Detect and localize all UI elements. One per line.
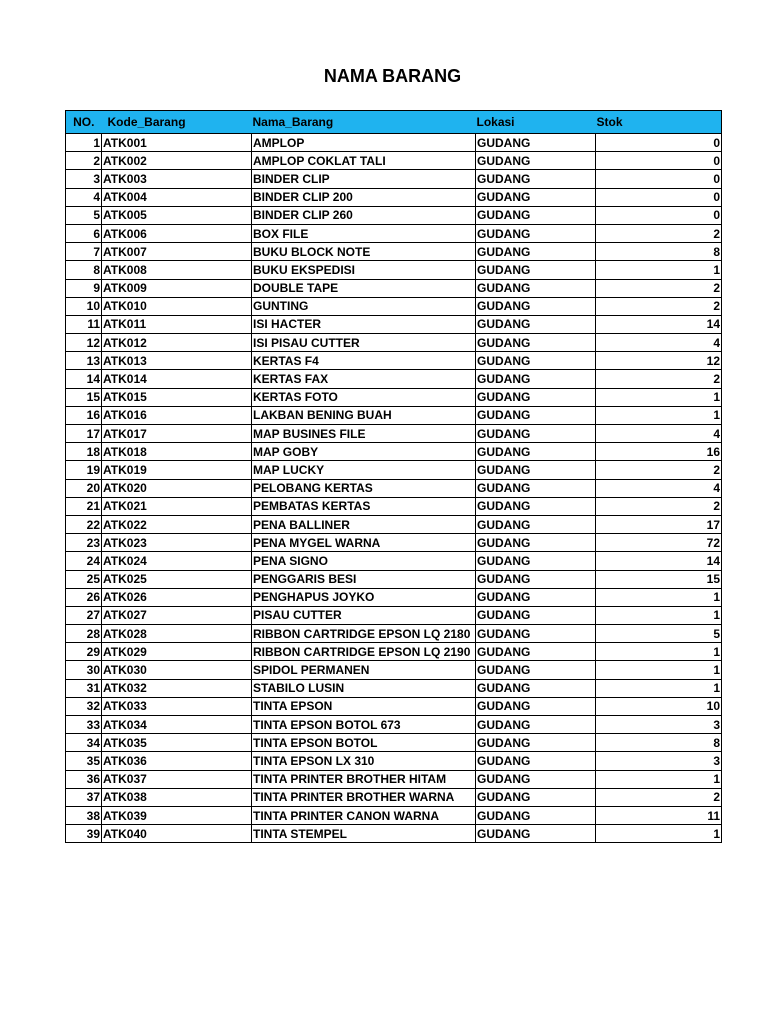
cell-lokasi: GUDANG — [476, 224, 596, 242]
cell-stok: 14 — [596, 315, 722, 333]
cell-stok: 2 — [596, 224, 722, 242]
cell-nama-barang: STABILO LUSIN — [252, 679, 476, 697]
cell-stok: 0 — [596, 170, 722, 188]
cell-kode-barang: ATK003 — [102, 170, 252, 188]
cell-lokasi: GUDANG — [476, 697, 596, 715]
cell-stok: 4 — [596, 425, 722, 443]
cell-kode-barang: ATK006 — [102, 224, 252, 242]
table-row — [66, 770, 722, 788]
cell-lokasi: GUDANG — [476, 297, 596, 315]
cell-nama-barang: BUKU BLOCK NOTE — [252, 243, 476, 261]
cell-stok: 17 — [596, 515, 722, 533]
cell-no: 21 — [66, 497, 102, 515]
cell-kode-barang: ATK010 — [102, 297, 252, 315]
table-row — [66, 425, 722, 443]
cell-nama-barang: PISAU CUTTER — [252, 606, 476, 624]
cell-nama-barang: AMPLOP COKLAT TALI — [252, 152, 476, 170]
cell-nama-barang: PENGHAPUS JOYKO — [252, 588, 476, 606]
table-row — [66, 788, 722, 806]
cell-kode-barang: ATK023 — [102, 534, 252, 552]
cell-kode-barang: ATK027 — [102, 606, 252, 624]
cell-lokasi: GUDANG — [476, 243, 596, 261]
cell-nama-barang: PENA SIGNO — [252, 552, 476, 570]
cell-nama-barang: PENA MYGEL WARNA — [252, 534, 476, 552]
cell-stok: 1 — [596, 606, 722, 624]
cell-stok: 72 — [596, 534, 722, 552]
cell-nama-barang: RIBBON CARTRIDGE EPSON LQ 2190 — [252, 643, 476, 661]
cell-nama-barang: TINTA EPSON BOTOL 673 — [252, 716, 476, 734]
cell-nama-barang: TINTA EPSON BOTOL — [252, 734, 476, 752]
table-row — [66, 697, 722, 715]
cell-lokasi: GUDANG — [476, 152, 596, 170]
cell-stok: 2 — [596, 788, 722, 806]
cell-nama-barang: GUNTING — [252, 297, 476, 315]
cell-stok: 2 — [596, 297, 722, 315]
table-row — [66, 588, 722, 606]
cell-nama-barang: PEMBATAS KERTAS — [252, 497, 476, 515]
cell-no: 10 — [66, 297, 102, 315]
cell-lokasi: GUDANG — [476, 315, 596, 333]
cell-nama-barang: BOX FILE — [252, 224, 476, 242]
cell-kode-barang: ATK014 — [102, 370, 252, 388]
cell-nama-barang: TINTA STEMPEL — [252, 825, 476, 843]
cell-kode-barang: ATK008 — [102, 261, 252, 279]
table-row — [66, 534, 722, 552]
cell-no: 26 — [66, 588, 102, 606]
cell-stok: 0 — [596, 188, 722, 206]
cell-no: 39 — [66, 825, 102, 843]
cell-lokasi: GUDANG — [476, 134, 596, 152]
table-row — [66, 334, 722, 352]
cell-lokasi: GUDANG — [476, 479, 596, 497]
cell-no: 14 — [66, 370, 102, 388]
cell-stok: 0 — [596, 134, 722, 152]
cell-kode-barang: ATK011 — [102, 315, 252, 333]
table-row — [66, 261, 722, 279]
cell-kode-barang: ATK009 — [102, 279, 252, 297]
cell-lokasi: GUDANG — [476, 388, 596, 406]
cell-kode-barang: ATK012 — [102, 334, 252, 352]
cell-stok: 14 — [596, 552, 722, 570]
cell-stok: 1 — [596, 261, 722, 279]
cell-nama-barang: TINTA PRINTER CANON WARNA — [252, 806, 476, 824]
cell-lokasi: GUDANG — [476, 497, 596, 515]
table-row — [66, 297, 722, 315]
table-row — [66, 243, 722, 261]
column-header-stok: Stok — [596, 111, 722, 134]
cell-nama-barang: KERTAS F4 — [252, 352, 476, 370]
cell-kode-barang: ATK020 — [102, 479, 252, 497]
table-row — [66, 352, 722, 370]
cell-lokasi: GUDANG — [476, 170, 596, 188]
table-row — [66, 825, 722, 843]
table-row — [66, 515, 722, 533]
cell-no: 37 — [66, 788, 102, 806]
cell-lokasi: GUDANG — [476, 425, 596, 443]
table-row — [66, 570, 722, 588]
cell-stok: 16 — [596, 443, 722, 461]
cell-lokasi: GUDANG — [476, 352, 596, 370]
cell-kode-barang: ATK019 — [102, 461, 252, 479]
cell-lokasi: GUDANG — [476, 534, 596, 552]
table-row — [66, 497, 722, 515]
cell-no: 8 — [66, 261, 102, 279]
cell-no: 4 — [66, 188, 102, 206]
table-row — [66, 170, 722, 188]
cell-stok: 1 — [596, 770, 722, 788]
cell-nama-barang: BUKU EKSPEDISI — [252, 261, 476, 279]
cell-kode-barang: ATK035 — [102, 734, 252, 752]
cell-stok: 8 — [596, 734, 722, 752]
cell-lokasi: GUDANG — [476, 370, 596, 388]
table-body — [66, 134, 722, 843]
table-row — [66, 152, 722, 170]
cell-no: 22 — [66, 515, 102, 533]
cell-kode-barang: ATK026 — [102, 588, 252, 606]
cell-lokasi: GUDANG — [476, 752, 596, 770]
cell-lokasi: GUDANG — [476, 770, 596, 788]
cell-no: 38 — [66, 806, 102, 824]
cell-kode-barang: ATK039 — [102, 806, 252, 824]
table-row — [66, 279, 722, 297]
cell-lokasi: GUDANG — [476, 406, 596, 424]
cell-no: 15 — [66, 388, 102, 406]
table-row — [66, 552, 722, 570]
cell-nama-barang: MAP GOBY — [252, 443, 476, 461]
cell-lokasi: GUDANG — [476, 588, 596, 606]
cell-nama-barang: PELOBANG KERTAS — [252, 479, 476, 497]
cell-no: 2 — [66, 152, 102, 170]
cell-kode-barang: ATK038 — [102, 788, 252, 806]
table-row — [66, 625, 722, 643]
cell-stok: 2 — [596, 461, 722, 479]
cell-kode-barang: ATK037 — [102, 770, 252, 788]
column-header-kode-barang: Kode_Barang — [102, 111, 252, 134]
cell-kode-barang: ATK004 — [102, 188, 252, 206]
cell-stok: 10 — [596, 697, 722, 715]
cell-no: 25 — [66, 570, 102, 588]
cell-lokasi: GUDANG — [476, 334, 596, 352]
cell-stok: 2 — [596, 279, 722, 297]
cell-stok: 11 — [596, 806, 722, 824]
cell-lokasi: GUDANG — [476, 515, 596, 533]
cell-no: 24 — [66, 552, 102, 570]
cell-lokasi: GUDANG — [476, 552, 596, 570]
cell-kode-barang: ATK036 — [102, 752, 252, 770]
table-row — [66, 679, 722, 697]
cell-stok: 1 — [596, 825, 722, 843]
cell-nama-barang: TINTA EPSON — [252, 697, 476, 715]
cell-nama-barang: AMPLOP — [252, 134, 476, 152]
cell-lokasi: GUDANG — [476, 825, 596, 843]
cell-stok: 0 — [596, 152, 722, 170]
cell-no: 19 — [66, 461, 102, 479]
table-row — [66, 388, 722, 406]
cell-kode-barang: ATK024 — [102, 552, 252, 570]
cell-kode-barang: ATK034 — [102, 716, 252, 734]
cell-kode-barang: ATK018 — [102, 443, 252, 461]
cell-kode-barang: ATK013 — [102, 352, 252, 370]
cell-kode-barang: ATK025 — [102, 570, 252, 588]
cell-lokasi: GUDANG — [476, 679, 596, 697]
cell-kode-barang: ATK001 — [102, 134, 252, 152]
cell-nama-barang: MAP BUSINES FILE — [252, 425, 476, 443]
cell-no: 13 — [66, 352, 102, 370]
cell-nama-barang: SPIDOL PERMANEN — [252, 661, 476, 679]
cell-lokasi: GUDANG — [476, 461, 596, 479]
table-row — [66, 643, 722, 661]
cell-nama-barang: KERTAS FAX — [252, 370, 476, 388]
table-row — [66, 606, 722, 624]
cell-stok: 5 — [596, 625, 722, 643]
table-row — [66, 134, 722, 152]
cell-no: 32 — [66, 697, 102, 715]
cell-lokasi: GUDANG — [476, 279, 596, 297]
table-row — [66, 406, 722, 424]
cell-stok: 15 — [596, 570, 722, 588]
table-row — [66, 734, 722, 752]
table-row — [66, 315, 722, 333]
table-row — [66, 206, 722, 224]
table-row — [66, 661, 722, 679]
inventory-table — [65, 110, 722, 843]
cell-kode-barang: ATK022 — [102, 515, 252, 533]
cell-lokasi: GUDANG — [476, 806, 596, 824]
cell-lokasi: GUDANG — [476, 716, 596, 734]
table-header-row — [66, 111, 722, 134]
cell-stok: 0 — [596, 206, 722, 224]
cell-nama-barang: PENGGARIS BESI — [252, 570, 476, 588]
cell-no: 27 — [66, 606, 102, 624]
cell-stok: 2 — [596, 370, 722, 388]
table-row — [66, 479, 722, 497]
cell-kode-barang: ATK021 — [102, 497, 252, 515]
cell-no: 35 — [66, 752, 102, 770]
cell-no: 17 — [66, 425, 102, 443]
cell-no: 3 — [66, 170, 102, 188]
cell-no: 7 — [66, 243, 102, 261]
table-row — [66, 188, 722, 206]
cell-lokasi: GUDANG — [476, 661, 596, 679]
table-row — [66, 370, 722, 388]
cell-nama-barang: BINDER CLIP — [252, 170, 476, 188]
cell-stok: 1 — [596, 406, 722, 424]
column-header-lokasi: Lokasi — [476, 111, 596, 134]
cell-nama-barang: ISI PISAU CUTTER — [252, 334, 476, 352]
cell-nama-barang: BINDER CLIP 200 — [252, 188, 476, 206]
cell-lokasi: GUDANG — [476, 261, 596, 279]
cell-no: 30 — [66, 661, 102, 679]
cell-lokasi: GUDANG — [476, 443, 596, 461]
cell-no: 18 — [66, 443, 102, 461]
cell-no: 31 — [66, 679, 102, 697]
cell-lokasi: GUDANG — [476, 643, 596, 661]
cell-kode-barang: ATK029 — [102, 643, 252, 661]
cell-stok: 3 — [596, 752, 722, 770]
cell-nama-barang: TINTA PRINTER BROTHER WARNA — [252, 788, 476, 806]
cell-no: 1 — [66, 134, 102, 152]
page-title: NAMA BARANG — [323, 66, 462, 86]
cell-stok: 2 — [596, 497, 722, 515]
cell-lokasi: GUDANG — [476, 606, 596, 624]
cell-no: 12 — [66, 334, 102, 352]
cell-kode-barang: ATK040 — [102, 825, 252, 843]
cell-no: 34 — [66, 734, 102, 752]
table-row — [66, 752, 722, 770]
cell-stok: 3 — [596, 716, 722, 734]
cell-nama-barang: TINTA PRINTER BROTHER HITAM — [252, 770, 476, 788]
cell-nama-barang: DOUBLE TAPE — [252, 279, 476, 297]
cell-nama-barang: TINTA EPSON LX 310 — [252, 752, 476, 770]
cell-stok: 1 — [596, 661, 722, 679]
cell-stok: 8 — [596, 243, 722, 261]
cell-stok: 1 — [596, 679, 722, 697]
cell-kode-barang: ATK007 — [102, 243, 252, 261]
cell-no: 20 — [66, 479, 102, 497]
cell-nama-barang: MAP LUCKY — [252, 461, 476, 479]
cell-no: 36 — [66, 770, 102, 788]
cell-stok: 4 — [596, 334, 722, 352]
cell-stok: 4 — [596, 479, 722, 497]
cell-nama-barang: LAKBAN BENING BUAH — [252, 406, 476, 424]
cell-stok: 1 — [596, 388, 722, 406]
cell-no: 6 — [66, 224, 102, 242]
cell-no: 29 — [66, 643, 102, 661]
cell-nama-barang: PENA BALLINER — [252, 515, 476, 533]
cell-kode-barang: ATK030 — [102, 661, 252, 679]
cell-lokasi: GUDANG — [476, 788, 596, 806]
table-row — [66, 443, 722, 461]
cell-stok: 12 — [596, 352, 722, 370]
cell-no: 23 — [66, 534, 102, 552]
cell-no: 16 — [66, 406, 102, 424]
cell-no: 28 — [66, 625, 102, 643]
cell-kode-barang: ATK016 — [102, 406, 252, 424]
cell-no: 5 — [66, 206, 102, 224]
cell-nama-barang: KERTAS FOTO — [252, 388, 476, 406]
column-header-no: NO. — [66, 111, 102, 134]
cell-no: 33 — [66, 716, 102, 734]
cell-lokasi: GUDANG — [476, 625, 596, 643]
cell-kode-barang: ATK002 — [102, 152, 252, 170]
cell-nama-barang: BINDER CLIP 260 — [252, 206, 476, 224]
cell-no: 9 — [66, 279, 102, 297]
cell-lokasi: GUDANG — [476, 188, 596, 206]
cell-stok: 1 — [596, 588, 722, 606]
cell-nama-barang: ISI HACTER — [252, 315, 476, 333]
cell-kode-barang: ATK032 — [102, 679, 252, 697]
cell-kode-barang: ATK017 — [102, 425, 252, 443]
cell-lokasi: GUDANG — [476, 206, 596, 224]
cell-stok: 1 — [596, 643, 722, 661]
cell-kode-barang: ATK005 — [102, 206, 252, 224]
table-row — [66, 224, 722, 242]
cell-lokasi: GUDANG — [476, 734, 596, 752]
table-row — [66, 806, 722, 824]
cell-nama-barang: RIBBON CARTRIDGE EPSON LQ 2180 — [252, 625, 476, 643]
cell-kode-barang: ATK015 — [102, 388, 252, 406]
table-row — [66, 461, 722, 479]
cell-kode-barang: ATK033 — [102, 697, 252, 715]
cell-no: 11 — [66, 315, 102, 333]
cell-kode-barang: ATK028 — [102, 625, 252, 643]
column-header-nama-barang: Nama_Barang — [252, 111, 476, 134]
table-row — [66, 716, 722, 734]
cell-lokasi: GUDANG — [476, 570, 596, 588]
